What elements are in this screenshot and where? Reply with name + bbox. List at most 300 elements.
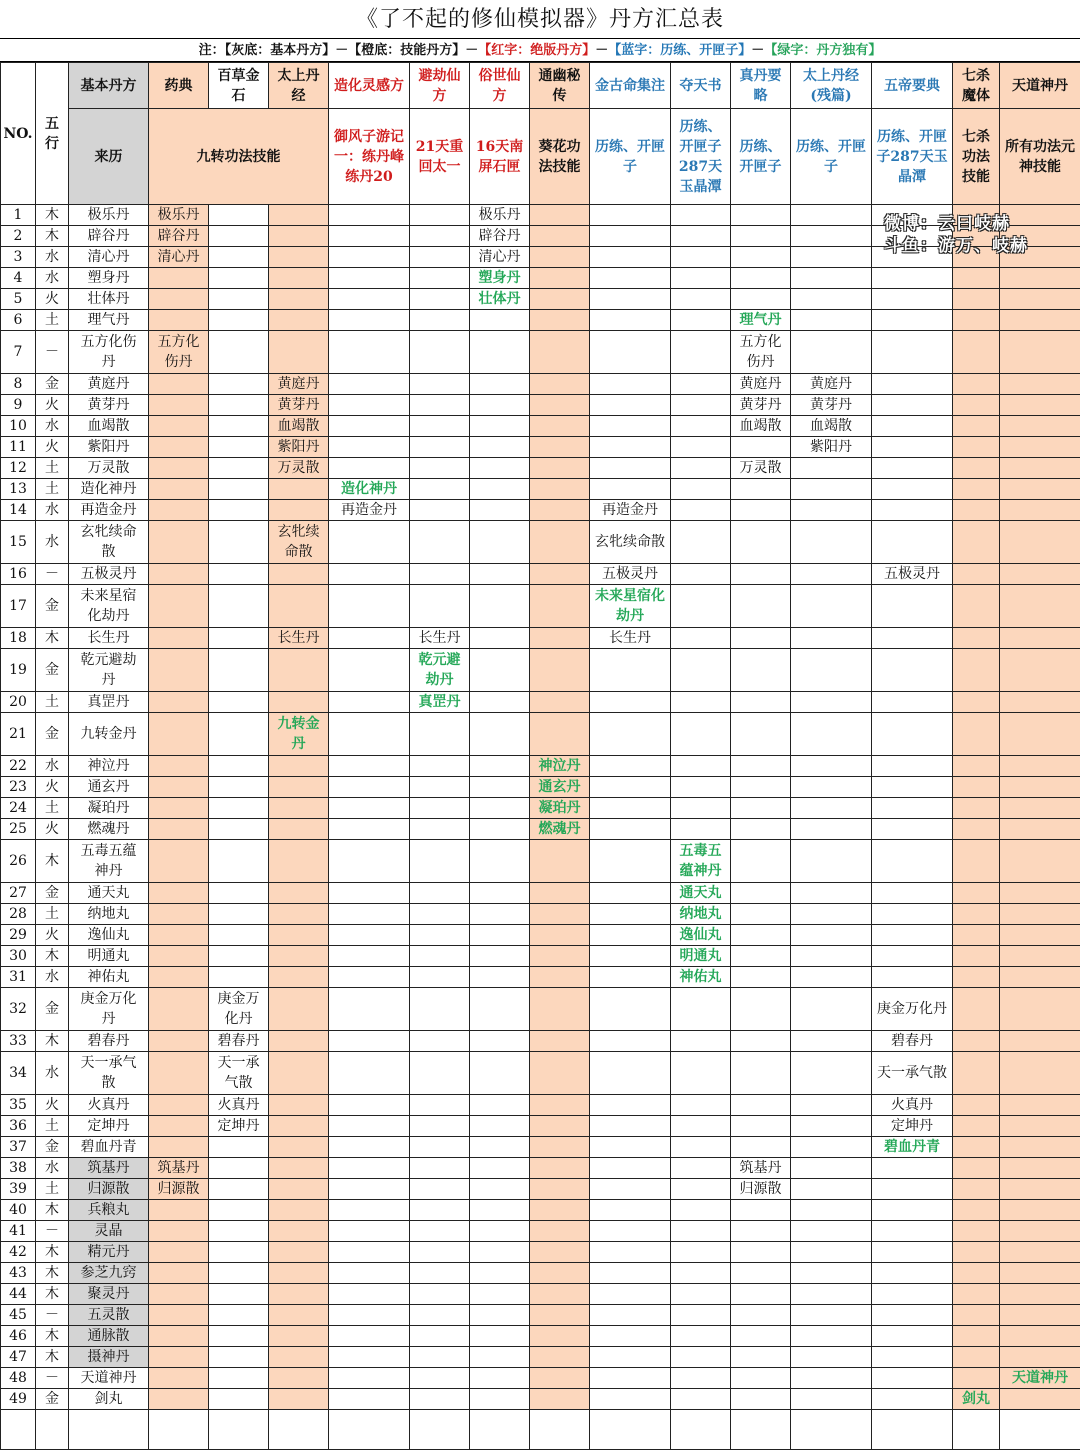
row-cell-col-12 xyxy=(953,819,1000,840)
row-cell-col-11: 碧春丹 xyxy=(872,1031,953,1052)
row-cell-col-7 xyxy=(590,1221,671,1242)
row-cell-col-10 xyxy=(791,798,872,819)
row-cell-col-5 xyxy=(470,988,530,1031)
header-base: 基本丹方 xyxy=(69,63,149,109)
row-cell-col-1 xyxy=(209,925,269,946)
row-cell-col-13 xyxy=(1000,1326,1080,1347)
row-cell-col-3 xyxy=(329,564,410,585)
row-cell-col-4 xyxy=(410,500,470,521)
row-cell-col-9: 黄芽丹 xyxy=(731,395,791,416)
row-cell-col-7: 未来星宿化劫丹 xyxy=(590,585,671,628)
row-cell-col-1 xyxy=(209,967,269,988)
row-cell-col-6 xyxy=(530,1368,590,1389)
row-cell-col-1 xyxy=(209,904,269,925)
row-no: 20 xyxy=(1,692,36,713)
empty-cell xyxy=(791,1410,872,1450)
row-name: 筑基丹 xyxy=(69,1158,149,1179)
empty-cell xyxy=(149,1410,209,1450)
row-cell-col-3 xyxy=(329,1179,410,1200)
row-cell-col-13 xyxy=(1000,458,1080,479)
row-no: 3 xyxy=(1,247,36,268)
row-cell-col-3 xyxy=(329,756,410,777)
row-cell-col-6 xyxy=(530,925,590,946)
row-cell-col-11: 火真丹 xyxy=(872,1095,953,1116)
row-cell-col-6 xyxy=(530,1263,590,1284)
row-cell-col-7 xyxy=(590,1326,671,1347)
row-cell-col-10 xyxy=(791,458,872,479)
row-no: 43 xyxy=(1,1263,36,1284)
row-cell-col-3 xyxy=(329,1031,410,1052)
row-cell-col-2: 黄庭丹 xyxy=(269,374,329,395)
empty-cell xyxy=(872,1410,953,1450)
row-wuxing: 木 xyxy=(36,226,69,247)
row-cell-col-3 xyxy=(329,521,410,564)
row-cell-col-0 xyxy=(149,1095,209,1116)
row-cell-col-1 xyxy=(209,1347,269,1368)
row-cell-col-8 xyxy=(671,692,731,713)
row-cell-col-11 xyxy=(872,1221,953,1242)
row-cell-col-13 xyxy=(1000,713,1080,756)
row-cell-col-1 xyxy=(209,479,269,500)
row-cell-col-2 xyxy=(269,1389,329,1410)
row-cell-col-12 xyxy=(953,713,1000,756)
row-name: 五毒五蕴神丹 xyxy=(69,840,149,883)
row-cell-col-1 xyxy=(209,585,269,628)
row-cell-col-13 xyxy=(1000,1158,1080,1179)
row-cell-col-2 xyxy=(269,247,329,268)
row-cell-col-8 xyxy=(671,756,731,777)
row-cell-col-0 xyxy=(149,1031,209,1052)
row-cell-col-6: 通玄丹 xyxy=(530,777,590,798)
row-cell-col-1 xyxy=(209,331,269,374)
row-cell-col-0 xyxy=(149,904,209,925)
row-cell-col-11 xyxy=(872,374,953,395)
row-name: 凝珀丹 xyxy=(69,798,149,819)
row-cell-col-4 xyxy=(410,205,470,226)
row-wuxing: 土 xyxy=(36,310,69,331)
row-cell-col-7 xyxy=(590,289,671,310)
row-cell-col-10: 黄庭丹 xyxy=(791,374,872,395)
header-col-12: 七杀魔体 xyxy=(953,63,1000,109)
row-cell-col-3 xyxy=(329,1095,410,1116)
table-row xyxy=(1,988,1080,1031)
row-cell-col-0 xyxy=(149,988,209,1031)
row-cell-col-12 xyxy=(953,798,1000,819)
row-wuxing: 木 xyxy=(36,840,69,883)
row-cell-col-6 xyxy=(530,1242,590,1263)
table-row xyxy=(1,521,1080,564)
row-cell-col-4 xyxy=(410,1095,470,1116)
row-cell-col-1 xyxy=(209,416,269,437)
recipe-table xyxy=(0,62,1080,1450)
row-no: 32 xyxy=(1,988,36,1031)
row-cell-col-8 xyxy=(671,1179,731,1200)
row-cell-col-1 xyxy=(209,458,269,479)
row-wuxing: 水 xyxy=(36,268,69,289)
row-name: 碧血丹青 xyxy=(69,1137,149,1158)
row-cell-col-10 xyxy=(791,564,872,585)
row-cell-col-4 xyxy=(410,1116,470,1137)
header-col-3: 造化灵感方 xyxy=(329,63,410,109)
row-no: 1 xyxy=(1,205,36,226)
row-no: 36 xyxy=(1,1116,36,1137)
row-name: 摄神丹 xyxy=(69,1347,149,1368)
row-cell-col-2 xyxy=(269,904,329,925)
row-cell-col-11 xyxy=(872,1368,953,1389)
row-cell-col-10 xyxy=(791,1305,872,1326)
row-no: 16 xyxy=(1,564,36,585)
row-cell-col-10 xyxy=(791,1284,872,1305)
row-name: 庚金万化丹 xyxy=(69,988,149,1031)
row-cell-col-11 xyxy=(872,1179,953,1200)
row-cell-col-2 xyxy=(269,819,329,840)
row-wuxing: 火 xyxy=(36,1095,69,1116)
row-cell-col-2 xyxy=(269,310,329,331)
row-name: 血竭散 xyxy=(69,416,149,437)
row-cell-col-10 xyxy=(791,1263,872,1284)
row-cell-col-5 xyxy=(470,692,530,713)
row-cell-col-9 xyxy=(731,1305,791,1326)
table-row xyxy=(1,713,1080,756)
row-no: 6 xyxy=(1,310,36,331)
row-cell-col-8 xyxy=(671,521,731,564)
row-cell-col-11: 碧血丹青 xyxy=(872,1137,953,1158)
row-cell-col-8 xyxy=(671,1389,731,1410)
row-cell-col-2 xyxy=(269,226,329,247)
row-cell-col-13 xyxy=(1000,416,1080,437)
row-wuxing: － xyxy=(36,1305,69,1326)
row-cell-col-3 xyxy=(329,458,410,479)
row-cell-col-9 xyxy=(731,1242,791,1263)
row-cell-col-8: 逸仙丸 xyxy=(671,925,731,946)
row-name: 万灵散 xyxy=(69,458,149,479)
row-cell-col-7 xyxy=(590,946,671,967)
legend-green: 【绿字：丹方独有】 xyxy=(764,43,882,58)
row-cell-col-13 xyxy=(1000,692,1080,713)
row-cell-col-7 xyxy=(590,1305,671,1326)
row-cell-col-11 xyxy=(872,437,953,458)
row-cell-col-2 xyxy=(269,564,329,585)
row-cell-col-6 xyxy=(530,1179,590,1200)
row-wuxing: 水 xyxy=(36,1158,69,1179)
row-cell-col-7 xyxy=(590,649,671,692)
row-cell-col-4 xyxy=(410,925,470,946)
row-cell-col-3: 造化神丹 xyxy=(329,479,410,500)
row-name: 未来星宿化劫丹 xyxy=(69,585,149,628)
row-cell-col-6 xyxy=(530,967,590,988)
row-cell-col-5 xyxy=(470,521,530,564)
row-name: 五方化伤丹 xyxy=(69,331,149,374)
row-cell-col-12 xyxy=(953,988,1000,1031)
row-cell-col-6 xyxy=(530,331,590,374)
table-row xyxy=(1,1305,1080,1326)
row-cell-col-8 xyxy=(671,713,731,756)
row-cell-col-4 xyxy=(410,713,470,756)
header-col-9: 真丹要略 xyxy=(731,63,791,109)
row-cell-col-11 xyxy=(872,458,953,479)
row-cell-col-8 xyxy=(671,226,731,247)
table-row xyxy=(1,1179,1080,1200)
row-cell-col-7 xyxy=(590,904,671,925)
row-cell-col-8 xyxy=(671,1095,731,1116)
row-wuxing: 木 xyxy=(36,1347,69,1368)
row-cell-col-3 xyxy=(329,226,410,247)
row-cell-col-2: 长生丹 xyxy=(269,628,329,649)
row-cell-col-12 xyxy=(953,479,1000,500)
header-col-13: 天道神丹 xyxy=(1000,63,1080,109)
row-cell-col-13: 天道神丹 xyxy=(1000,1368,1080,1389)
row-cell-col-11 xyxy=(872,628,953,649)
row-wuxing: 水 xyxy=(36,521,69,564)
row-cell-col-1 xyxy=(209,500,269,521)
row-cell-col-1 xyxy=(209,1221,269,1242)
row-cell-col-11 xyxy=(872,310,953,331)
row-cell-col-13 xyxy=(1000,521,1080,564)
row-cell-col-7 xyxy=(590,1368,671,1389)
row-cell-col-11 xyxy=(872,1347,953,1368)
row-cell-col-4 xyxy=(410,1221,470,1242)
row-cell-col-3 xyxy=(329,628,410,649)
row-cell-col-0 xyxy=(149,521,209,564)
row-cell-col-9 xyxy=(731,692,791,713)
row-cell-col-8 xyxy=(671,1242,731,1263)
row-cell-col-1: 火真丹 xyxy=(209,1095,269,1116)
row-cell-col-9: 理气丹 xyxy=(731,310,791,331)
row-cell-col-8 xyxy=(671,395,731,416)
row-wuxing: 木 xyxy=(36,1326,69,1347)
row-cell-col-9 xyxy=(731,437,791,458)
row-cell-col-9 xyxy=(731,521,791,564)
row-cell-col-11 xyxy=(872,1200,953,1221)
row-cell-col-1 xyxy=(209,798,269,819)
table-row xyxy=(1,1221,1080,1242)
row-cell-col-0 xyxy=(149,840,209,883)
row-cell-col-2 xyxy=(269,1031,329,1052)
row-cell-col-6 xyxy=(530,883,590,904)
row-cell-col-6 xyxy=(530,416,590,437)
row-wuxing: 金 xyxy=(36,649,69,692)
row-cell-col-1 xyxy=(209,777,269,798)
row-cell-col-6 xyxy=(530,1389,590,1410)
row-name: 归源散 xyxy=(69,1179,149,1200)
row-cell-col-3 xyxy=(329,310,410,331)
row-cell-col-11 xyxy=(872,819,953,840)
row-cell-col-8 xyxy=(671,289,731,310)
watermark-line: 微博：云曰岐赫 xyxy=(884,214,1010,234)
row-cell-col-12: 剑丸 xyxy=(953,1389,1000,1410)
row-cell-col-4 xyxy=(410,1179,470,1200)
row-no: 12 xyxy=(1,458,36,479)
row-cell-col-10 xyxy=(791,988,872,1031)
row-cell-col-7 xyxy=(590,967,671,988)
row-cell-col-4 xyxy=(410,479,470,500)
row-no: 8 xyxy=(1,374,36,395)
row-cell-col-7 xyxy=(590,713,671,756)
row-cell-col-7 xyxy=(590,1137,671,1158)
source-8: 历练、开匣子287天玉晶潭 xyxy=(872,109,953,205)
row-wuxing: 金 xyxy=(36,374,69,395)
header-col-10: 太上丹经(残篇) xyxy=(791,63,872,109)
row-cell-col-12 xyxy=(953,395,1000,416)
table-row xyxy=(1,1137,1080,1158)
row-cell-col-2 xyxy=(269,1284,329,1305)
row-cell-col-12 xyxy=(953,925,1000,946)
table-row xyxy=(1,310,1080,331)
row-cell-col-3 xyxy=(329,1137,410,1158)
row-cell-col-5 xyxy=(470,1305,530,1326)
row-cell-col-1 xyxy=(209,756,269,777)
row-cell-col-1 xyxy=(209,840,269,883)
row-cell-col-0 xyxy=(149,649,209,692)
row-cell-col-10 xyxy=(791,1158,872,1179)
row-cell-col-5 xyxy=(470,458,530,479)
row-no: 14 xyxy=(1,500,36,521)
source-0: 御风子游记一：练丹峰练丹20 xyxy=(329,109,410,205)
row-cell-col-8 xyxy=(671,628,731,649)
row-cell-col-4 xyxy=(410,247,470,268)
row-cell-col-12 xyxy=(953,1095,1000,1116)
row-cell-col-10 xyxy=(791,819,872,840)
row-cell-col-8 xyxy=(671,1031,731,1052)
row-cell-col-8 xyxy=(671,564,731,585)
row-wuxing: 木 xyxy=(36,628,69,649)
row-cell-col-0 xyxy=(149,1137,209,1158)
row-cell-col-9 xyxy=(731,1116,791,1137)
header-col-5: 俗世仙方 xyxy=(470,63,530,109)
row-cell-col-7 xyxy=(590,205,671,226)
row-cell-col-5 xyxy=(470,310,530,331)
row-cell-col-4 xyxy=(410,988,470,1031)
row-cell-col-10 xyxy=(791,585,872,628)
row-cell-col-2 xyxy=(269,289,329,310)
row-cell-col-6 xyxy=(530,1052,590,1095)
row-cell-col-13 xyxy=(1000,628,1080,649)
row-cell-col-8 xyxy=(671,479,731,500)
row-no: 30 xyxy=(1,946,36,967)
row-cell-col-13 xyxy=(1000,395,1080,416)
row-cell-col-12 xyxy=(953,1179,1000,1200)
table-row xyxy=(1,1200,1080,1221)
row-cell-col-6 xyxy=(530,946,590,967)
row-cell-col-2 xyxy=(269,883,329,904)
row-cell-col-12 xyxy=(953,1263,1000,1284)
row-cell-col-12 xyxy=(953,331,1000,374)
row-cell-col-10: 黄芽丹 xyxy=(791,395,872,416)
table-row xyxy=(1,925,1080,946)
row-cell-col-0 xyxy=(149,1116,209,1137)
row-cell-col-9 xyxy=(731,1368,791,1389)
row-cell-col-8: 通天丸 xyxy=(671,883,731,904)
row-cell-col-4 xyxy=(410,585,470,628)
row-cell-col-9 xyxy=(731,1284,791,1305)
row-cell-col-10 xyxy=(791,479,872,500)
row-cell-col-10 xyxy=(791,713,872,756)
row-cell-col-9 xyxy=(731,904,791,925)
row-cell-col-8 xyxy=(671,1347,731,1368)
row-cell-col-13 xyxy=(1000,1200,1080,1221)
row-cell-col-13 xyxy=(1000,1347,1080,1368)
row-cell-col-2: 九转金丹 xyxy=(269,713,329,756)
row-wuxing: 木 xyxy=(36,1200,69,1221)
row-cell-col-4 xyxy=(410,777,470,798)
row-cell-col-5 xyxy=(470,1347,530,1368)
table-row xyxy=(1,692,1080,713)
row-cell-col-0: 极乐丹 xyxy=(149,205,209,226)
row-wuxing: － xyxy=(36,331,69,374)
row-cell-col-0 xyxy=(149,1242,209,1263)
row-cell-col-3 xyxy=(329,777,410,798)
row-cell-col-13 xyxy=(1000,1116,1080,1137)
row-no: 34 xyxy=(1,1052,36,1095)
row-cell-col-10 xyxy=(791,925,872,946)
row-cell-col-5 xyxy=(470,1137,530,1158)
row-no: 45 xyxy=(1,1305,36,1326)
row-cell-col-7 xyxy=(590,1179,671,1200)
legend-sep: － xyxy=(465,43,479,58)
row-cell-col-11 xyxy=(872,500,953,521)
row-cell-col-12 xyxy=(953,585,1000,628)
row-cell-col-1: 定坤丹 xyxy=(209,1116,269,1137)
empty-cell xyxy=(269,1410,329,1450)
row-cell-col-9: 筑基丹 xyxy=(731,1158,791,1179)
row-cell-col-0 xyxy=(149,1284,209,1305)
row-cell-col-3 xyxy=(329,819,410,840)
row-no: 21 xyxy=(1,713,36,756)
row-cell-col-5 xyxy=(470,1284,530,1305)
empty-cell xyxy=(953,1410,1000,1450)
row-cell-col-0 xyxy=(149,1052,209,1095)
table-row xyxy=(1,268,1080,289)
row-cell-col-9 xyxy=(731,925,791,946)
row-cell-col-9 xyxy=(731,883,791,904)
row-cell-col-5: 清心丹 xyxy=(470,247,530,268)
empty-cell xyxy=(209,1410,269,1450)
row-cell-col-6 xyxy=(530,1284,590,1305)
row-cell-col-12 xyxy=(953,1221,1000,1242)
row-cell-col-9 xyxy=(731,1031,791,1052)
page-title: 《了不起的修仙模拟器》丹方汇总表 xyxy=(355,7,724,32)
row-cell-col-13 xyxy=(1000,1095,1080,1116)
empty-cell xyxy=(671,1410,731,1450)
row-wuxing: 土 xyxy=(36,904,69,925)
row-cell-col-7 xyxy=(590,1263,671,1284)
row-cell-col-12 xyxy=(953,628,1000,649)
table-row xyxy=(1,883,1080,904)
table-row xyxy=(1,289,1080,310)
empty-cell xyxy=(410,1410,470,1450)
row-cell-col-10 xyxy=(791,1242,872,1263)
row-cell-col-9 xyxy=(731,1263,791,1284)
row-cell-col-3 xyxy=(329,1326,410,1347)
row-cell-col-7 xyxy=(590,819,671,840)
row-cell-col-13 xyxy=(1000,649,1080,692)
row-cell-col-0 xyxy=(149,1347,209,1368)
row-cell-col-9 xyxy=(731,268,791,289)
row-cell-col-6 xyxy=(530,1347,590,1368)
row-cell-col-1 xyxy=(209,395,269,416)
row-cell-col-10 xyxy=(791,1389,872,1410)
row-cell-col-2: 黄芽丹 xyxy=(269,395,329,416)
row-cell-col-9: 黄庭丹 xyxy=(731,374,791,395)
row-cell-col-4 xyxy=(410,1347,470,1368)
row-cell-col-8: 明通丸 xyxy=(671,946,731,967)
table-row xyxy=(1,1368,1080,1389)
row-cell-col-3 xyxy=(329,1116,410,1137)
row-cell-col-11: 定坤丹 xyxy=(872,1116,953,1137)
row-cell-col-7 xyxy=(590,479,671,500)
row-cell-col-6: 凝珀丹 xyxy=(530,798,590,819)
row-cell-col-8 xyxy=(671,374,731,395)
